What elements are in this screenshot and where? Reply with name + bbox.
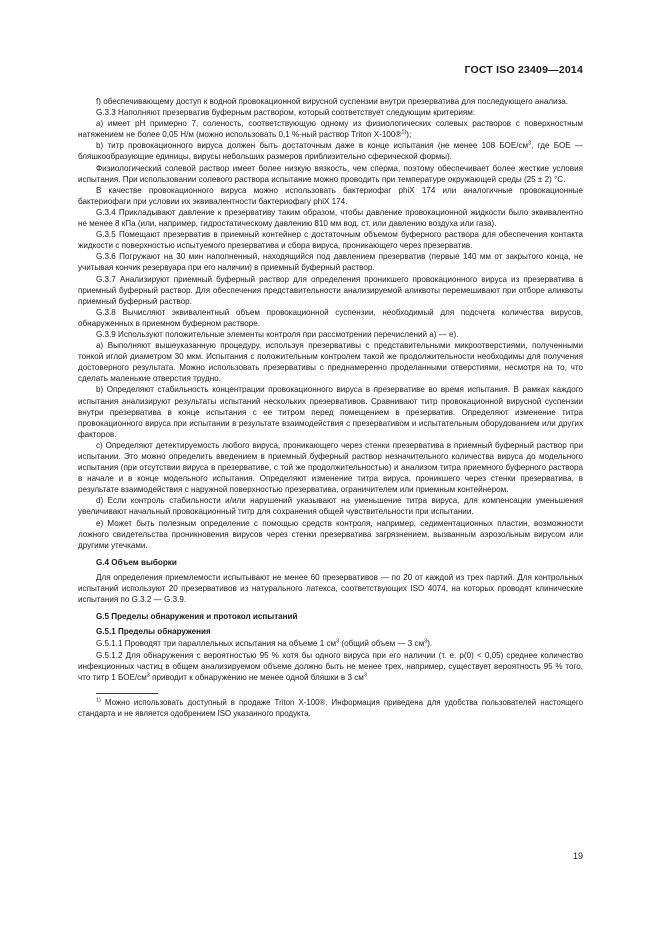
paragraph-text: b) Определяют стабильность концентрации провокационного вируса в презервативе во время испытания. В рамках каждого испытания анализируют результаты испытаний нескольких презервативов. Сравнивают титр провокационной вирусной суспензии внутри презерватива в конце испытания с ее титром перед помещением в презерватив. Определяют изменение титра провокационного вируса при испытании в результате взаимодействия с презервативом и испытательным оборудованием или других факторов. bbox=[78, 385, 583, 439]
paragraph-text: ); bbox=[406, 130, 412, 140]
superscript: 3 bbox=[336, 638, 340, 645]
document-header: ГОСТ ISO 23409—2014 bbox=[464, 64, 583, 76]
section-heading bbox=[78, 611, 583, 622]
paragraph bbox=[78, 384, 583, 439]
paragraph-text: G.3.8 Вычисляют эквивалентный объем провокационной суспензии, необходимый для подсчета количества вирусов, обнаруженных в приемном буферном растворе. bbox=[78, 307, 583, 328]
paragraph bbox=[78, 650, 583, 683]
footnote-rule bbox=[96, 693, 158, 694]
paragraph-text: Физиологический солевой раствор имеет более низкую вязкость, чем сперма, поэтому обеспечивает более жесткие условия испытания. При использовании солевого раствора испытание можно проводить при температуре окружающей среды (25 ± 2) °С. bbox=[78, 163, 583, 184]
superscript: 1) bbox=[401, 129, 407, 136]
paragraph-text: G.5.1.1 Проводят три параллельных испытания на объеме 1 см bbox=[96, 639, 337, 649]
paragraph bbox=[78, 329, 583, 340]
paragraph-text: f) обеспечивающему доступ к водной провокационной вирусной суспензии внутри презерватива для последующего анализа. bbox=[96, 97, 569, 106]
paragraph bbox=[78, 274, 583, 307]
paragraph bbox=[78, 307, 583, 329]
paragraph-text: В качестве провокационного вируса можно использовать бактериофаг phiX 174 или аналогичные провокационные бактериофаги при условии их эквивалентности бактериофагу phiX 174. bbox=[78, 185, 583, 206]
superscript: 3 bbox=[363, 672, 367, 678]
paragraph bbox=[78, 163, 583, 185]
paragraph-text: b) титр провокационного вируса должен быть достаточным даже в конце испытания (не менее 108 БОЕ/см bbox=[96, 141, 529, 151]
document-body bbox=[78, 96, 583, 683]
superscript: 3 bbox=[424, 638, 428, 645]
paragraph-text: G.3.9 Используют положительные элементы контроля при рассмотрении перечислений а) — е). bbox=[96, 329, 459, 339]
paragraph-text: приводит к обнаружению не менее одной бляшки в 3 см bbox=[149, 672, 364, 682]
paragraph-text: Для определения приемлемости испытывают не менее 60 презервативов — по 20 от каждой из трех партий. Для контрольных испытаний используют 20 презервативов из натурального латекса, соответствующих ISO 4074, на которых проводят клинические испытания по G.3.2 — G.3.9. bbox=[78, 572, 583, 605]
page-number: 19 bbox=[572, 851, 583, 861]
paragraph-text: ). bbox=[427, 639, 433, 649]
paragraph bbox=[78, 495, 583, 517]
paragraph-text: а) имеет pH примерно 7, соленость, соответствующую одному из физиологических солевых растворов с поверхностным натяжением не более 0,05 Н/м (можно использовать 0,1 %-ный раствор Triton X-100® bbox=[78, 119, 583, 140]
paragraph bbox=[78, 518, 583, 551]
paragraph-text: а) Выполняют вышеуказанную процедуру, используя презервативы с представительными микроотверстиями, полученными тонкой иглой диаметром 30 мкм. Испытания с положительным контролем такой же продолжительности необходимы для получения достоверного результата. Можно использовать презервативы с преднамеренно проделанными отверстиями, несмотря на то, что сделать маленькие отверстия трудно. bbox=[78, 341, 583, 384]
paragraph-text: G.3.5 Помещают презерватив в приемный контейнер с достаточным объемом буферного раствора для обеспечения контакта жидкости с поверхностью испытуемого презерватива и сбора вируса, проникающего через презерватив. bbox=[78, 230, 583, 251]
paragraph-text: G.3.7 Анализируют приемный буферный раствор для определения проникшего провокационного вируса из презерватива в приемный буферный раствор. Для обеспечения представительности анализируемой аликвоты перемешивают при отборе аликвоты приемный буферный раствор. bbox=[78, 274, 583, 306]
subsection-heading bbox=[78, 626, 583, 637]
paragraph bbox=[78, 572, 583, 605]
section-heading bbox=[78, 557, 583, 568]
paragraph-text: е) Может быть полезным определение с помощью средств контроля, например, седиментационных пластин, возможности ложного свидетельства проникновения вирусов через стенки презерватива загрязнением, вызванным аэрозольным вирусом или другими утечками. bbox=[78, 518, 583, 550]
paragraph bbox=[78, 638, 583, 649]
paragraph-text: G.3.6 Погружают на 30 мин наполненный, находящийся под давлением презерватив (первые 140 мм от закрытого конца, не учитывая кончик резервуара при его наличии) в приемный буферный раствор. bbox=[78, 252, 583, 273]
paragraph bbox=[78, 96, 583, 107]
paragraph-text: G.5.1 Пределы обнаружения bbox=[96, 627, 211, 637]
paragraph-text: G.5.1.2 Для обнаружения с вероятностью 95 % хотя бы одного вируса при его наличии (т. е. p(0) < 0,05) среднее количество инфекционных частиц в общем анализируемом объеме должно быть не менее трех, например, существует вероятность 95 % того, что титр 1 БОЕ/см bbox=[78, 650, 583, 682]
paragraph bbox=[78, 340, 583, 384]
paragraph bbox=[78, 251, 583, 273]
paragraph-text: , где БОЕ — бляшкообразующие единицы, вирусы небольших размеров приблизительно сферической формы). bbox=[78, 141, 583, 162]
paragraph bbox=[78, 185, 583, 207]
paragraph bbox=[78, 229, 583, 251]
footnote bbox=[78, 698, 583, 720]
paragraph-text: G.5 Пределы обнаружения и протокол испытаний bbox=[96, 612, 298, 622]
paragraph-text: (общий объем — 3 см bbox=[339, 639, 425, 649]
paragraph bbox=[78, 118, 583, 140]
paragraph-text: G.3.3 Наполняют презерватив буферным раствором, который соответствует следующим критериям: bbox=[96, 108, 476, 118]
paragraph-text: G.3.4 Прикладывают давление к презервативу таким образом, чтобы давление провокационной жидкости было эквивалентно не менее 8 кПа (или, например, гидростатическому давлению 810 мм вод. ст. или давлению воздуха или газа). bbox=[78, 207, 583, 229]
superscript: 3 bbox=[528, 140, 532, 147]
footnote-marker: 1) bbox=[96, 697, 101, 704]
paragraph bbox=[78, 107, 583, 118]
superscript: 3 bbox=[146, 672, 150, 678]
footnote-text: Можно использовать доступный в продаже Triton X-100®. Информация приведена для удобства пользователей настоящего стандарта и не является одобрением ISO указанного продукта. bbox=[78, 697, 583, 718]
paragraph-text: G.4 Объем выборки bbox=[96, 557, 177, 567]
paragraph bbox=[78, 140, 583, 162]
paragraph bbox=[78, 440, 583, 495]
paragraph bbox=[78, 207, 583, 229]
paragraph-text: с) Определяют детектируемость любого вируса, проникающего через стенки презерватива в приемный буферный раствор при испытании. Это можно определить введением в приемный буферный раствор незначительного количества вируса до модельного испытания (при отсутствии вируса в презервативе, с той же продолжительностью) и анализом титра приемного буферного раствора в начале и в конце модельного испытания. Определяют изменение титра вируса, проникшего через стенки презерватива, в результате взаимодействия с наружной поверхностью презерватива, ограничителем или приемным контейнером. bbox=[78, 440, 583, 495]
paragraph-text: d) Если контроль стабильности и/или нарушений указывают на уменьшение титра вируса, для компенсации уменьшения увеличивают начальный провокационный титр для сохранения общей чувствительности при испытании. bbox=[78, 496, 583, 517]
